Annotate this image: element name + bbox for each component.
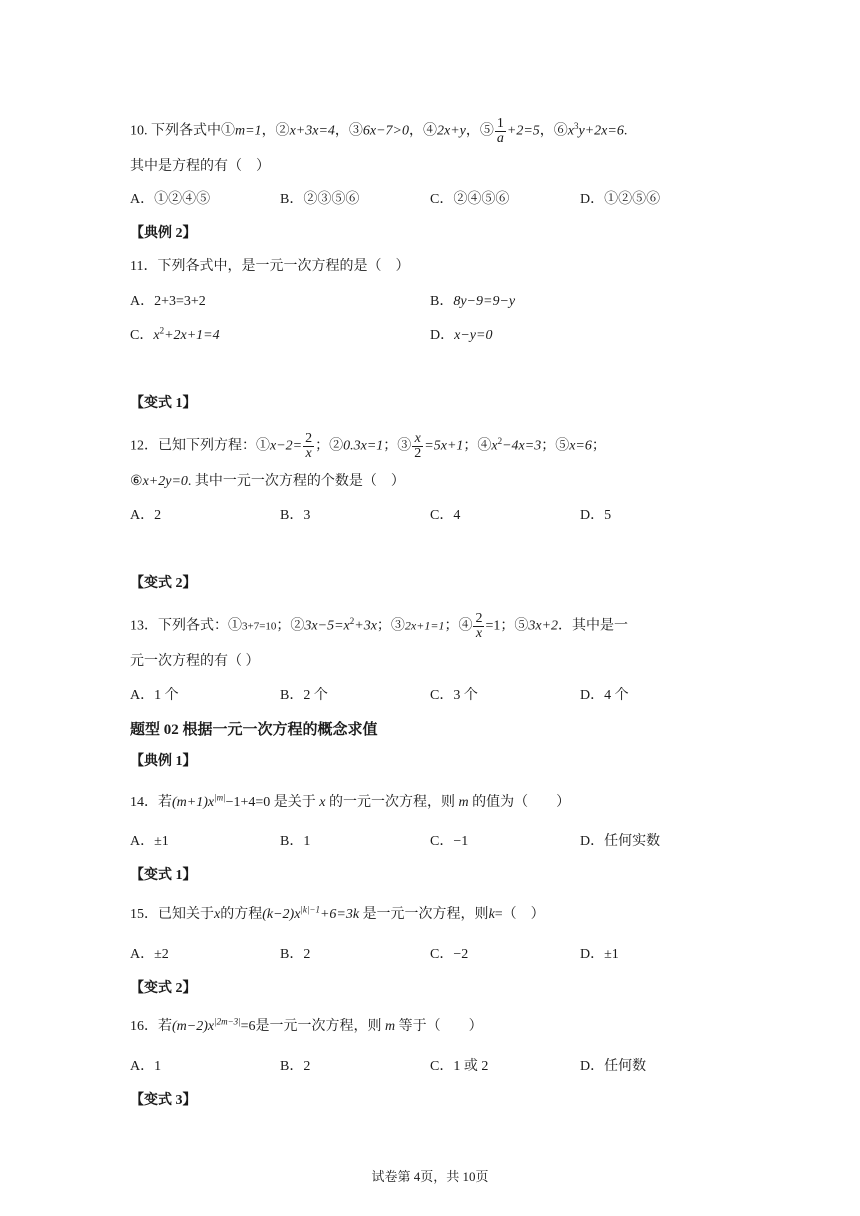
q12-option-a: A．2 [130,508,162,523]
q10-option-c: C．②④⑤⑥ [430,192,510,207]
q12-stem: 12．已知下列方程：①x−2= $\frac{2}{x}$ ；②0.3x=1；③ $\frac{x}{2}$ =5x+1；$④x^2-4x=3$；⑤x=6； [130,431,606,461]
q16-stem: 16．若$(m-2)x^{|2m-3|}=6$是一元一次方程，则 m 等于（ ） [130,1016,483,1034]
q14-stem: 14．若$(m+1)x^{|m|}-1+4=0$ 是关于 x 的一元一次方程，则 m 的值为（ ） [130,792,571,810]
q11-option-a: A．2+3=3+2 [130,294,206,309]
heading-variant-2b: 【变式 2】 [130,981,197,996]
q14-option-d: D．任何实数 [580,834,661,849]
q10-option-a: A．①②④⑤ [130,192,211,207]
q12-option-d: D．5 [580,508,612,523]
q13-option-a: A．1 个 [130,688,179,703]
q15-option-c: C．−2 [430,947,469,962]
heading-variant-3: 【变式 3】 [130,1093,197,1108]
heading-example-2: 【典例 2】 [130,226,197,241]
q15-option-b: B．2 [280,947,311,962]
fraction: $\frac{x}{2}$ [414,431,422,461]
section-heading-02: 题型 02 根据一元一次方程的概念求值 [130,722,378,738]
q14-option-b: B．1 [280,834,311,849]
q11-option-c: C．$x^2+2x+1=4$ [130,325,220,343]
q16-option-c: C．1 或 2 [430,1059,489,1074]
q12-stem-line2: ⑥x+2y=0. 其中一元一次方程的个数是（ ） [130,474,405,489]
q15-option-d: D．±1 [580,947,619,962]
q12-option-c: C．4 [430,508,461,523]
q13-option-d: D．4 个 [580,688,629,703]
q14-option-a: A．±1 [130,834,169,849]
q16-option-a: A．1 [130,1059,162,1074]
q12-option-b: B．3 [280,508,311,523]
q13-option-c: C．3 个 [430,688,478,703]
fraction: $\frac{2}{x}$ [475,611,483,641]
fraction: $\frac{1}{a}$ [496,116,504,146]
q11-stem: 11．下列各式中，是一元一次方程的是（ ） [130,259,410,274]
heading-variant-1b: 【变式 1】 [130,868,197,883]
page-footer: 试卷第 4页，共 10页 [371,1169,489,1184]
q13-stem-line2: 元一次方程的有（ ） [130,654,260,669]
heading-variant-1: 【变式 1】 [130,396,197,411]
q11-option-d: D．x−y=0 [430,328,493,343]
q13-option-b: B．2 个 [280,688,328,703]
q13-stem: 13．下列各式：①3+7=10；$②3x-5=x^2+3x$；③2x+1=1；④ $\frac{2}{x}$ =1；⑤3x+2．其中是一 [130,611,629,641]
q14-option-c: C．−1 [430,834,469,849]
q11-option-b: B．8y−9=9−y [430,294,516,309]
q16-option-d: D．任何数 [580,1059,647,1074]
fraction: $\frac{2}{x}$ [305,431,313,461]
q10-stem-line2: 其中是方程的有（ ） [130,159,270,174]
q10-stem: 10. 下列各式中①m=1，②x+3x=4，③6x−7>0，④2x+y，⑤ $\frac{1}{a}$ +2=5，$⑥x^3y+2x=6$. [130,116,628,146]
heading-variant-2: 【变式 2】 [130,576,197,591]
q10-option-d: D．①②⑤⑥ [580,192,661,207]
q16-option-b: B．2 [280,1059,311,1074]
q15-option-a: A．±2 [130,947,169,962]
q10-option-b: B．②③⑤⑥ [280,192,360,207]
heading-example-1: 【典例 1】 [130,754,197,769]
q15-stem: 15．已知关于x的方程$(k-2)x^{|k|-1}+6=3k$ 是一元一次方程，则k=（ ） [130,904,545,922]
